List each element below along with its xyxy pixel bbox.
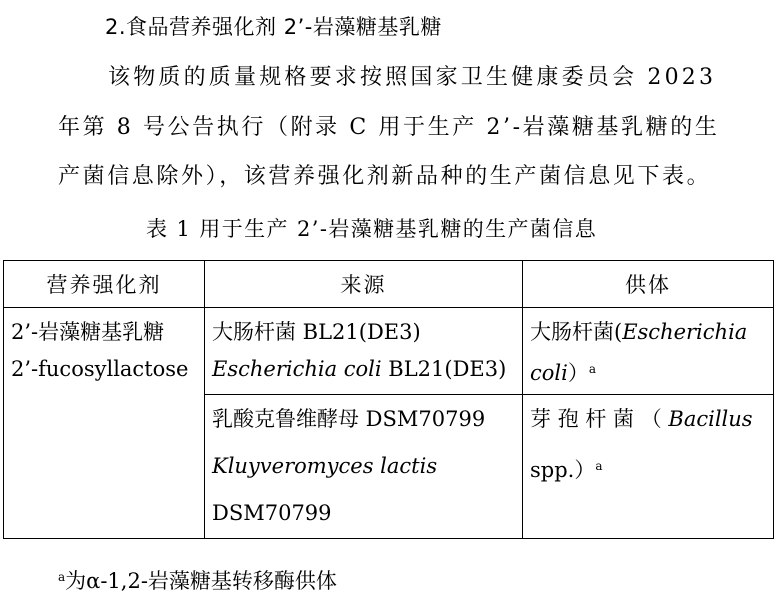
paragraph-line-1: 该物质的质量规格要求按照国家卫生健康委员会 2023 (108, 65, 717, 90)
header-donor: 供体 (523, 261, 774, 308)
donor-latin-genus: Escherichia (622, 320, 748, 344)
source-name: 乳酸克鲁维酵母 DSM70799 (212, 407, 486, 431)
donor-line-2 (523, 442, 773, 491)
section-heading: 2.食品营养强化剂 2’-岩藻糖基乳糖 (105, 15, 442, 39)
source-cell (205, 308, 523, 395)
source-name: 大肠杆菌 BL21(DE3) (212, 320, 421, 344)
footnote-text: 为α-1,2-岩藻糖基转移酶供体 (65, 569, 337, 593)
donor-line-1 (523, 395, 773, 444)
source-strain: BL21(DE3) (381, 357, 507, 381)
header-fortifier: 营养强化剂 (4, 261, 205, 308)
donor-suffix: ） (567, 361, 589, 385)
source-latin-line (205, 442, 522, 491)
source-latin-name: Kluyveromyces lactis (212, 454, 438, 478)
production-strain-table (3, 260, 774, 539)
donor-latin-species: coli (530, 361, 568, 385)
source-cell (205, 395, 523, 539)
donor-prefix: 大肠杆菌( (530, 320, 623, 344)
donor-footnote-mark: a (588, 362, 596, 376)
table-footnote (58, 562, 337, 596)
footnote-mark: a (58, 570, 66, 584)
donor-prefix: 芽 孢 杆 菌 （ (530, 407, 669, 431)
fortifier-name-cn: 2’-岩藻糖基乳糖 (11, 320, 165, 344)
table-row (4, 308, 774, 395)
header-source: 来源 (205, 261, 523, 308)
donor-cell (523, 308, 774, 395)
donor-footnote-mark: a (595, 459, 603, 473)
fortifier-cell (4, 308, 205, 539)
table-caption: 表 1 用于生产 2’-岩藻糖基乳糖的生产菌信息 (146, 217, 598, 241)
paragraph-line-2: 年第 8 号公告执行（附录 C 用于生产 2’-岩藻糖基乳糖的生 (58, 115, 720, 140)
fortifier-name-en: 2’-fucosyllactose (11, 357, 189, 381)
table-header-row (4, 261, 774, 308)
source-latin-line (205, 345, 522, 394)
donor-latin-genus: Bacillus (668, 407, 753, 431)
donor-species: spp.） (530, 458, 596, 482)
source-strain: DSM70799 (212, 501, 332, 525)
source-latin-name: Escherichia coli (212, 357, 382, 381)
donor-cell (523, 395, 774, 539)
paragraph-line-3: 产菌信息除外），该营养强化剂新品种的生产菌信息见下表。 (58, 164, 712, 189)
